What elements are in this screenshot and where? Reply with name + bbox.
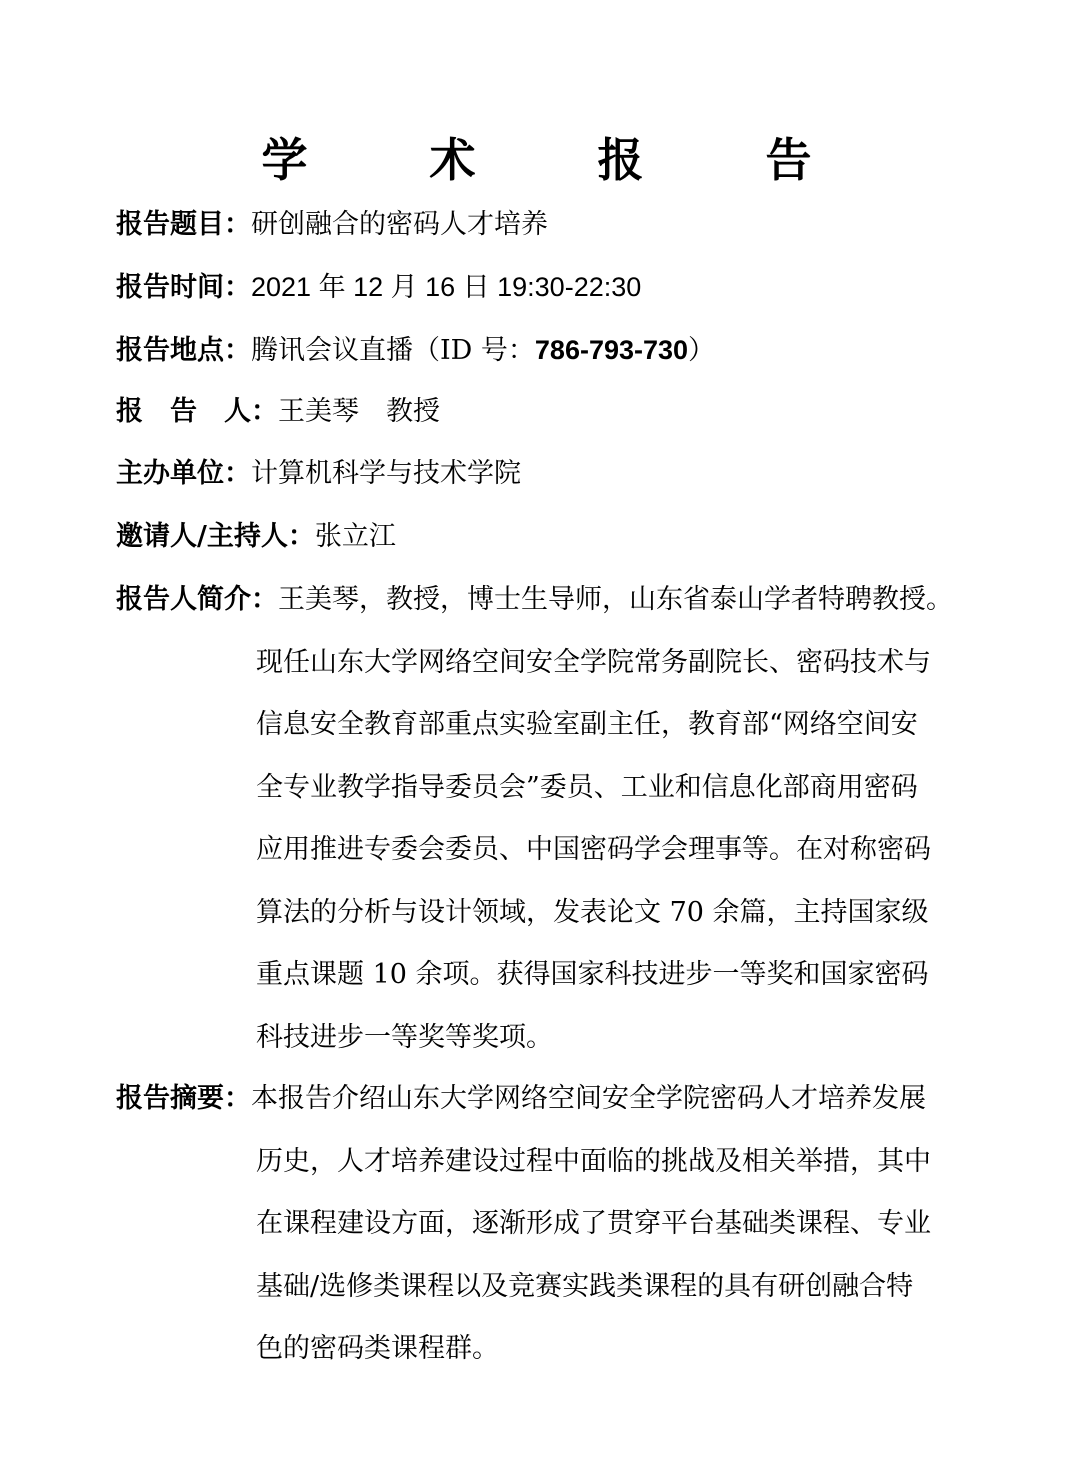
- report-abstract: [116, 1068, 946, 1381]
- field-value: 张立江: [314, 521, 396, 552]
- abstract-line: 基础/选修类课程以及竞赛实践类课程的具有研创融合特: [256, 1270, 914, 1302]
- bio-line: 算法的分析与设计领域，发表论文 70 余篇，主持国家级: [256, 896, 929, 928]
- abstract-line: [116, 1068, 946, 1131]
- field-moderator: [116, 506, 956, 568]
- field-value-suffix: ）: [688, 335, 716, 366]
- field-label: 主办单位：: [116, 458, 251, 489]
- field-value: 2021 年 12 月 16 日 19:30-22:30: [251, 272, 642, 302]
- bio-text: 王美琴，教授，博士生导师，山东省泰山学者特聘教授。: [278, 584, 953, 615]
- abstract-line: 在课程建设方面，逐渐形成了贯穿平台基础类课程、专业: [256, 1208, 931, 1239]
- bio-line: 重点课题 10 余项。获得国家科技进步一等奖和国家密码: [256, 959, 929, 990]
- meeting-id: 786-793-730: [534, 335, 689, 365]
- field-label: 报 告 人：: [116, 396, 278, 427]
- field-label: 报告地点：: [116, 335, 251, 366]
- abstract-line: 色的密码类课程群。: [256, 1333, 499, 1364]
- field-speaker: [116, 381, 956, 443]
- field-value-prefix: 腾讯会议直播（ID 号：: [251, 335, 535, 366]
- field-label: 邀请人/主持人：: [116, 521, 315, 552]
- abstract-label: 报告摘要：: [116, 1083, 251, 1114]
- abstract-text: 本报告介绍山东大学网络空间安全学院密码人才培养发展: [251, 1083, 926, 1114]
- bio-line: 现任山东大学网络空间安全学院常务副院长、密码技术与: [256, 646, 931, 678]
- bio-line: 科技进步一等奖等奖项。: [256, 1021, 553, 1053]
- field-value: 研创融合的密码人才培养: [251, 209, 548, 240]
- speaker-bio: [116, 569, 953, 1069]
- bio-line: 全专业教学指导委员会”委员、工业和信息化部商用密码: [256, 771, 918, 803]
- bio-label: 报告人简介：: [116, 584, 278, 615]
- field-value: 王美琴 教授: [278, 396, 440, 427]
- field-label: 报告时间：: [116, 272, 251, 303]
- field-time: [116, 256, 956, 319]
- bio-line: 应用推进专委会委员、中国密码学会理事等。在对称密码: [256, 834, 931, 865]
- field-topic: [116, 194, 956, 256]
- bio-line: 信息安全教育部重点实验室副主任，教育部“网络空间安: [256, 709, 918, 740]
- abstract-line: 历史，人才培养建设过程中面临的挑战及相关举措，其中: [256, 1145, 931, 1177]
- page-title: 学 术 报 告: [261, 133, 850, 187]
- field-label: 报告题目：: [116, 209, 251, 240]
- field-value: 计算机科学与技术学院: [251, 458, 521, 489]
- field-host-unit: [116, 443, 956, 505]
- bio-line: [116, 569, 953, 632]
- field-location: [116, 319, 956, 382]
